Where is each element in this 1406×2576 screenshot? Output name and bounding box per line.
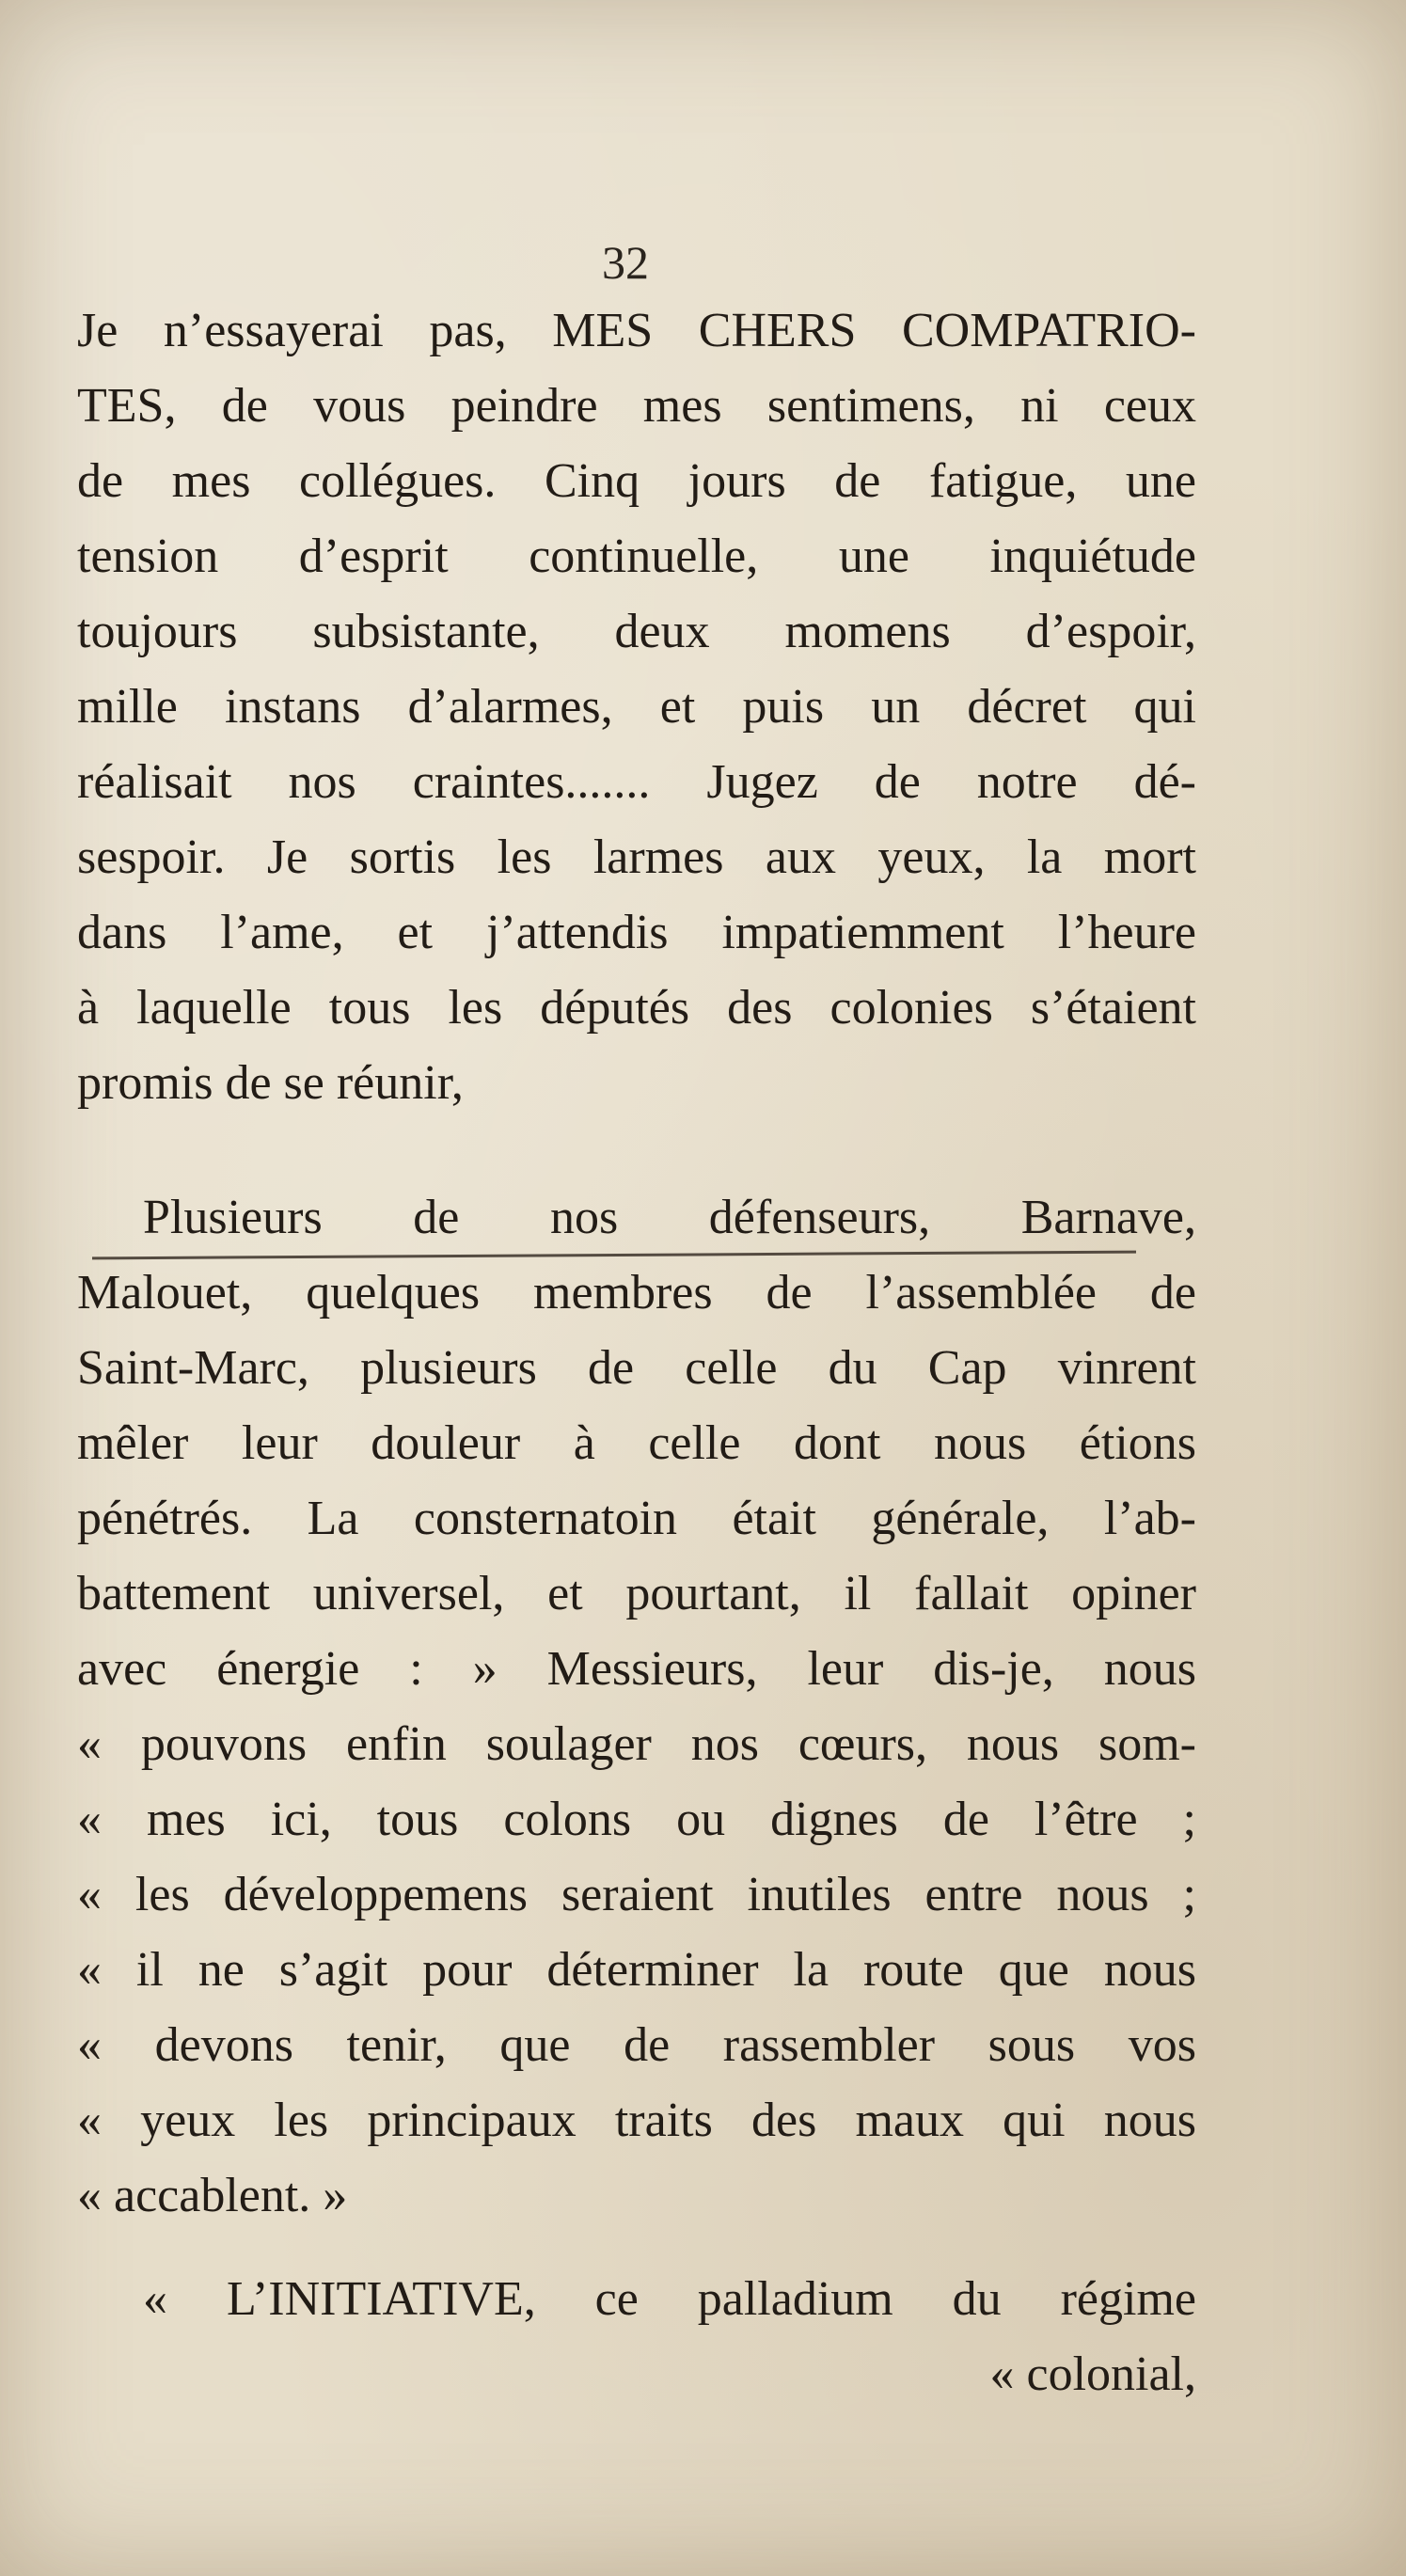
text-line: toujours subsistante, deux momens d’espoir, [77, 605, 1196, 658]
text-line: avec énergie : » Messieurs, leur dis-je, nous [77, 1642, 1196, 1696]
text-line: tension d’esprit continuelle, une inquiétude [77, 529, 1196, 583]
text-line: Je n’essayerai pas, MES CHERS COMPATRIO- [77, 304, 1196, 357]
text-line: de mes collégues. Cinq jours de fatigue, une [77, 454, 1196, 508]
page-number: 32 [602, 236, 649, 289]
text-line: « L’INITIATIVE, ce palladium du régime [143, 2272, 1196, 2326]
text-line: battement universel, et pourtant, il fallait opiner [77, 1567, 1196, 1620]
text-line: pénétrés. La consternatoin était générale, l’ab- [77, 1492, 1196, 1545]
text-line: à laquelle tous les députés des colonies s’étaient [77, 981, 1196, 1035]
text-line: Saint-Marc, plusieurs de celle du Cap vinrent [77, 1341, 1196, 1395]
text-line: promis de se réunir, [77, 1056, 464, 1110]
catchword-line: « colonial, [989, 2347, 1196, 2401]
text-line: mille instans d’alarmes, et puis un décret qui [77, 680, 1196, 734]
paragraph-3 [77, 2262, 1196, 2412]
text-line: « il ne s’agit pour déterminer la route que nous [77, 1943, 1196, 1997]
text-line: « pouvons enfin soulager nos cœurs, nous som- [77, 1717, 1196, 1771]
text-line: réalisait nos craintes....... Jugez de notre dé- [77, 755, 1196, 809]
text-line: « yeux les principaux traits des maux qui nous [77, 2094, 1196, 2147]
text-line: dans l’ame, et j’attendis impatiemment l’heure [77, 906, 1196, 959]
paragraph-2 [77, 1180, 1196, 2234]
text-line: Plusieurs de nos défenseurs, Barnave, [143, 1191, 1196, 1244]
text-line: mêler leur douleur à celle dont nous étions [77, 1416, 1196, 1470]
text-line: Malouet, quelques membres de l’assemblée de [77, 1266, 1196, 1320]
text-line: « mes ici, tous colons ou dignes de l’être ; [77, 1793, 1196, 1846]
text-line: « devons tenir, que de rassembler sous vos [77, 2018, 1196, 2072]
text-line: sespoir. Je sortis les larmes aux yeux, la mort [77, 830, 1196, 884]
paragraph-1 [77, 293, 1196, 1121]
text-line: « les développemens seraient inutiles entre nous ; [77, 1868, 1196, 1921]
text-line: TES, de vous peindre mes sentimens, ni ceux [77, 379, 1196, 433]
text-line: « accablent. » [77, 2169, 348, 2222]
